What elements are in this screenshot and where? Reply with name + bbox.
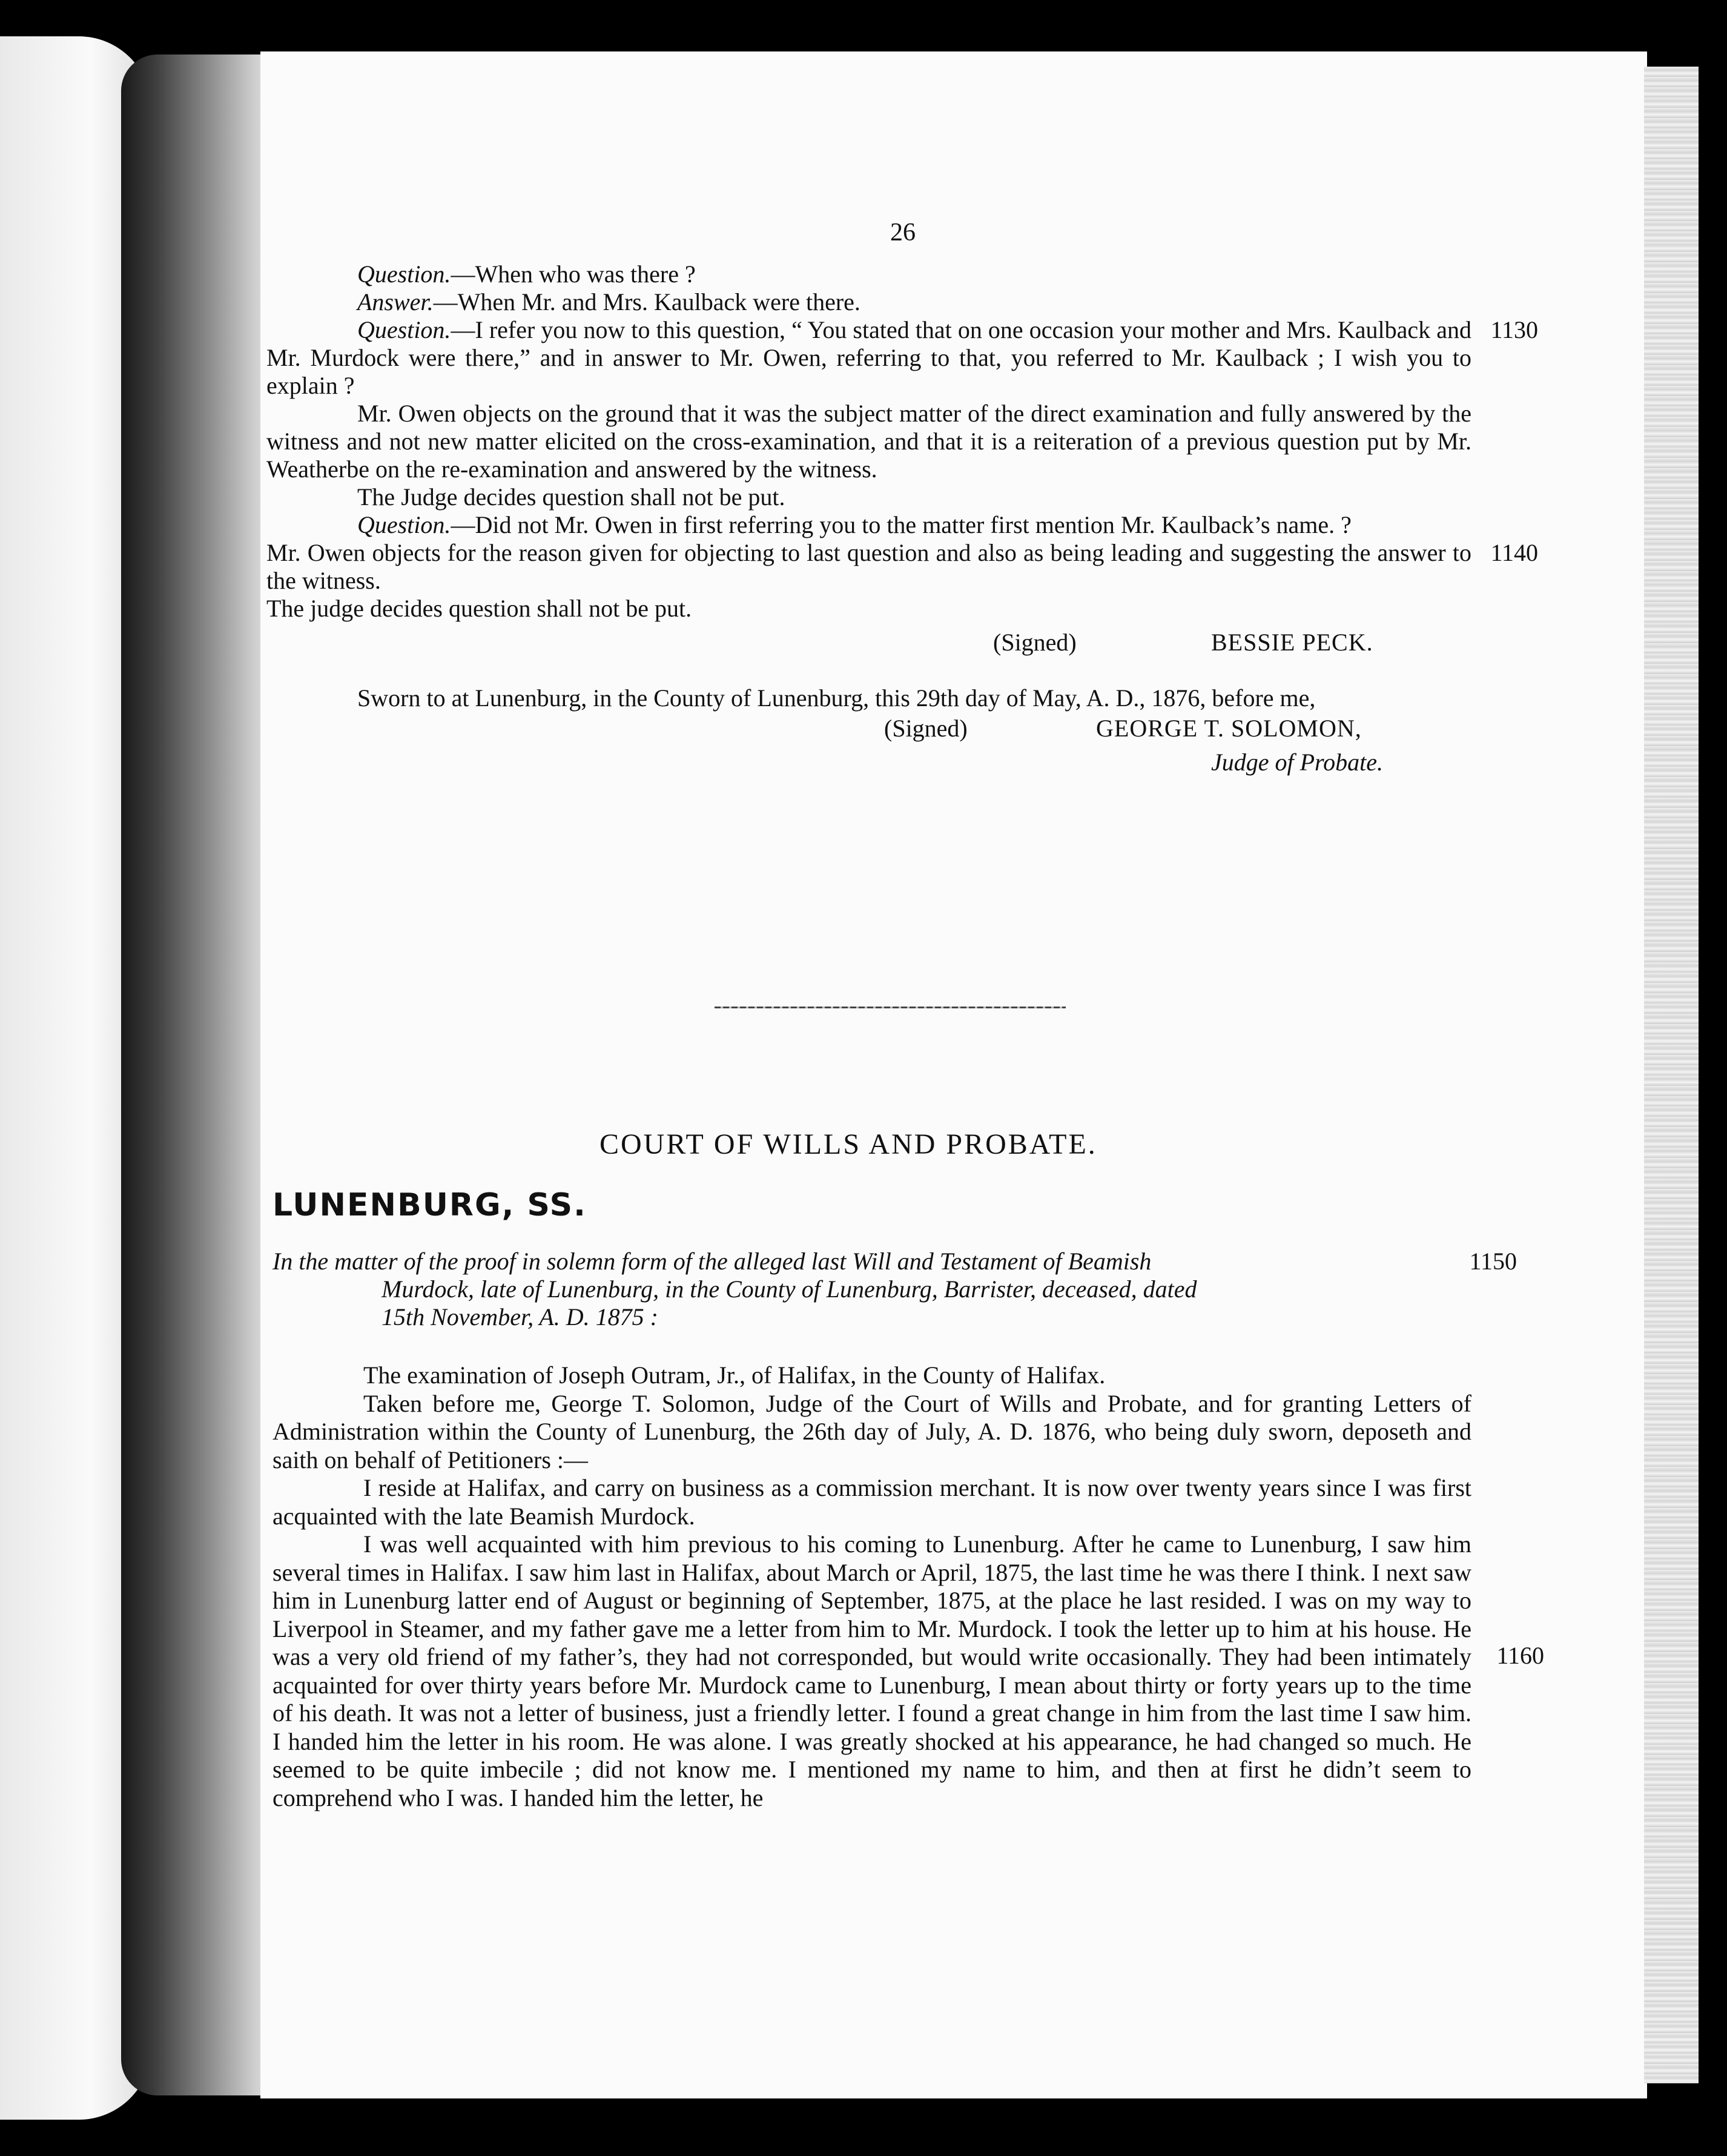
- page-number: 26: [890, 219, 916, 246]
- judge-title-row: [266, 749, 1471, 779]
- margin-line-number: 1150: [1469, 1248, 1517, 1275]
- judge-name: GEORGE T. SOLOMON,: [1096, 715, 1362, 742]
- book-spine-shadow: [121, 55, 279, 2095]
- page-edges: [1644, 67, 1699, 2083]
- qa-line: Answer.—When Mr. and Mrs. Kaulback were there.: [357, 288, 860, 316]
- ruling: The Judge decides question shall not be put.: [357, 483, 785, 511]
- objection-paragraph: Mr. Owen objects on the ground that it was the subject matter of the direct examination and fully answered by the witness and not new matter elicited on the cross-examination, and that it is a reiteration of a previous question put by Mr. Weatherbe on the re-examination and answered by the witness.: [266, 400, 1471, 483]
- matter-caption: [272, 1248, 1517, 1331]
- qa-line: Question.—Did not Mr. Owen in first referring you to the matter first mention Mr. Kaulback’s name. ?: [357, 511, 1352, 538]
- signed-label: (Signed): [884, 715, 968, 742]
- qa-line: Question.—I refer you now to this question, “ You stated that on one occasion your mother and Mrs. Kaulback and Mr. Murdock were there,” and in answer to Mr. Owen, referring to that, you referred to Mr. Kaulback ; I wish you to explain ? 1130: [266, 316, 1538, 399]
- signature-name: BESSIE PECK.: [1211, 629, 1373, 656]
- matter-line: In the matter of the proof in solemn form of the alleged last Will and Testament of Beamish: [272, 1248, 1152, 1275]
- testimony-paragraph: I was well acquainted with him previous to his coming to Lunenburg. After he came to Lunenburg, I saw him several times in Halifax. I saw him last in Halifax, about March or April, 1875, the last time he was there I think. I next saw him in Lunenburg latter end of August or beginning of September, 1875, at the place he last resided. I was on my way to Liverpool in Steamer, and my father gave me a letter from him to Mr. Murdock. I took the letter up to him at his house. He was a very old friend of my father’s, they had not corresponded, but would write occasionally. They had been intimately acquainted for over thirty years before Mr. Murdock came to Lunenburg, I mean about thirty or forty years up to the time of his death. It was not a letter of business, just a friendly letter. I found a great change in him from the last time I saw him. I handed him the letter in his room. He was alone. I was greatly shocked at his appearance, he had changed so much. He seemed to be quite imbecile ; did not know me. I mentioned my name to him, and then at first he didn’t seem to comprehend who I was. I handed him the letter, he 1160: [272, 1530, 1544, 1811]
- deposition-body: [272, 1361, 1544, 1812]
- venue-heading: LUNENBURG, SS.: [272, 1187, 587, 1223]
- objection-paragraph: Mr. Owen objects for the reason given for objecting to last question and also as being leading and suggesting the answer to the witness. 1140: [266, 539, 1538, 594]
- taken-before: Taken before me, George T. Solomon, Judge of the Court of Wills and Probate, and for granting Letters of Administration within the County of Lunenburg, the 26th day of July, A. D. 1876, who being duly sworn, deposeth and saith on behalf of Petitioners :—: [272, 1389, 1471, 1473]
- margin-line-number: 1140: [1490, 539, 1538, 566]
- signed-label: (Signed): [993, 629, 1077, 656]
- judge-title: Judge of Probate.: [1211, 749, 1384, 776]
- qa-line: Question.—When who was there ?: [357, 260, 696, 288]
- exam-intro: The examination of Joseph Outram, Jr., of Halifax, in the County of Halifax.: [363, 1361, 1106, 1389]
- deposition-continuation: [266, 260, 1538, 779]
- margin-line-number: 1160: [1496, 1642, 1544, 1669]
- sworn-statement: Sworn to at Lunenburg, in the County of Lunenburg, this 29th day of May, A. D., 1876, before me,: [357, 684, 1316, 712]
- matter-line: 15th November, A. D. 1875 :: [381, 1303, 658, 1331]
- margin-line-number: 1130: [1490, 316, 1538, 343]
- section-divider: [715, 1007, 1066, 1008]
- matter-line: Murdock, late of Lunenburg, in the County of Lunenburg, Barrister, deceased, dated: [381, 1275, 1197, 1303]
- court-title: COURT OF WILLS AND PROBATE.: [599, 1128, 1097, 1160]
- testimony-paragraph: I reside at Halifax, and carry on business as a commission merchant. It is now over twenty years since I was first acquainted with the late Beamish Murdock.: [272, 1474, 1471, 1530]
- judge-signature-block: [266, 715, 1471, 749]
- signature-block: [266, 629, 1471, 663]
- ruling: The judge decides question shall not be put.: [266, 595, 692, 622]
